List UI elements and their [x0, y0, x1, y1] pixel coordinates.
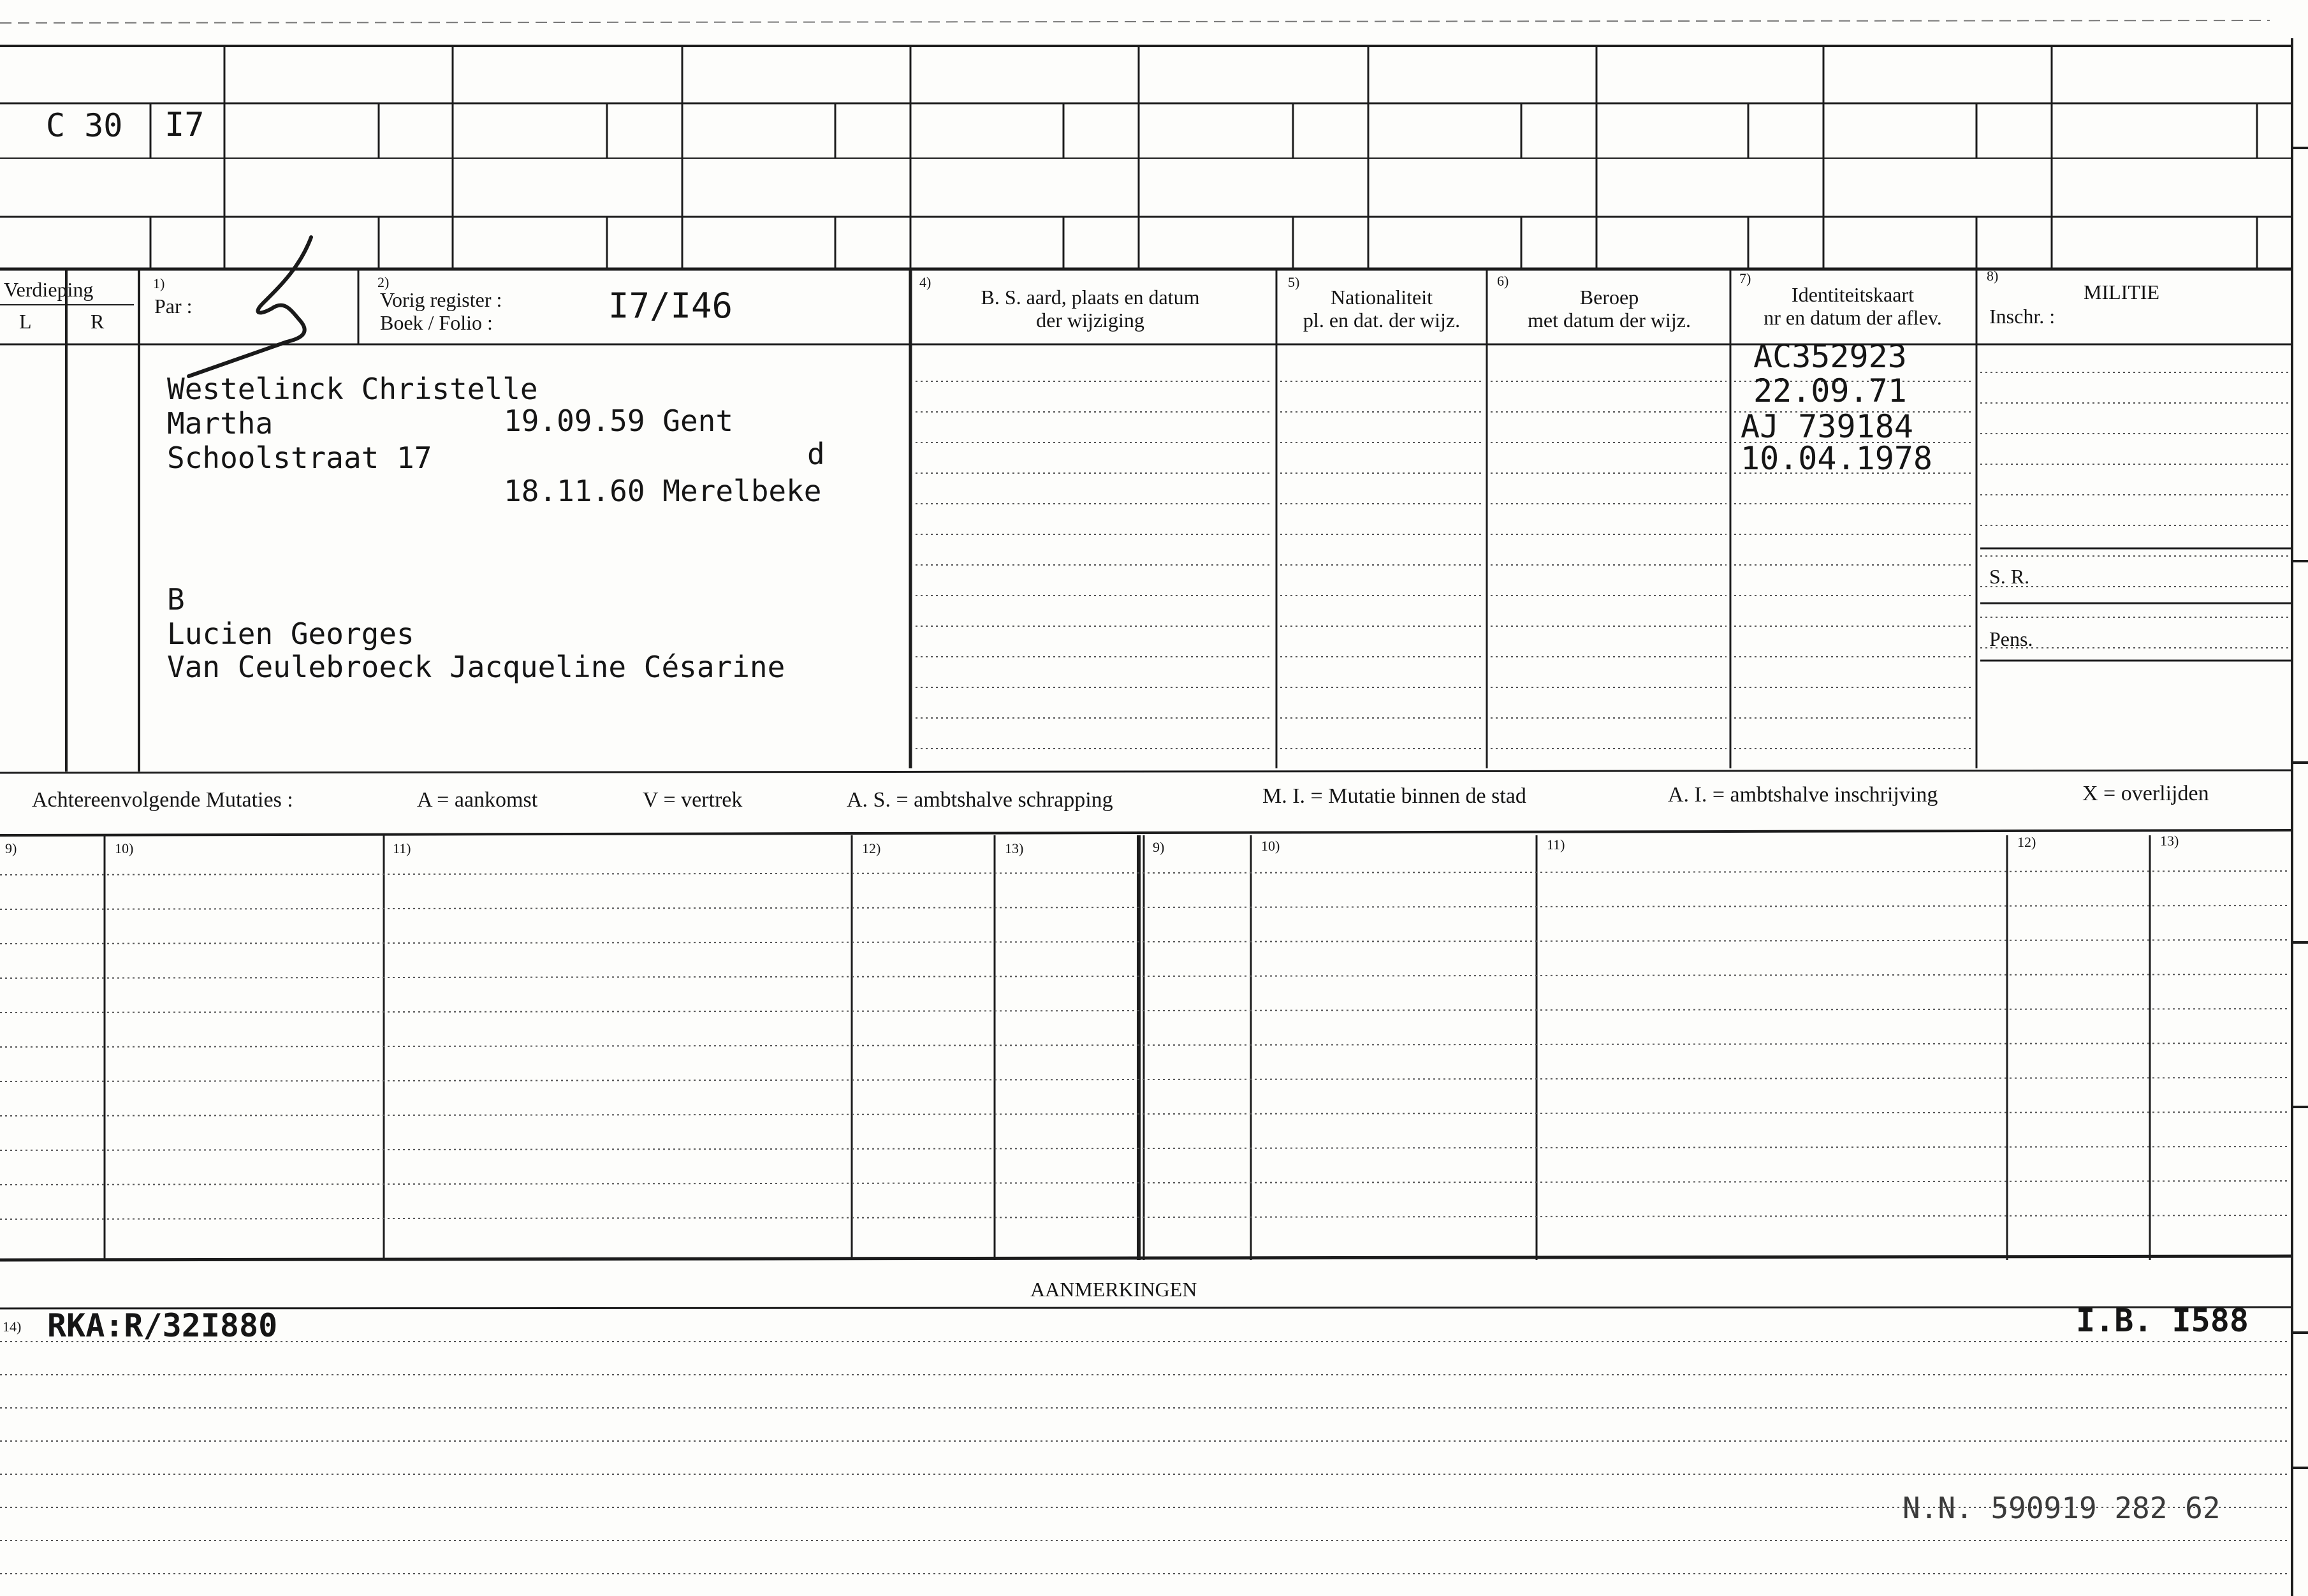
mutations-title: Achtereenvolgende Mutaties : — [32, 788, 293, 812]
mutation-legend-mi: M. I. = Mutatie binnen de stad — [1262, 784, 1526, 808]
remarks-title: AANMERKINGEN — [1030, 1278, 1197, 1301]
mutation-col-number: 11) — [393, 840, 411, 856]
mutation-col-number: 13) — [2160, 833, 2179, 849]
person-letter: B — [167, 582, 185, 617]
rule-line — [0, 770, 2292, 773]
col7-header-line1: Identiteitskaart — [1792, 283, 1914, 306]
col6-header-line2: met datum der wijz. — [1528, 309, 1691, 332]
verdieping-left: L — [19, 310, 32, 333]
mutation-col-number: 11) — [1547, 837, 1565, 853]
rule-line — [0, 830, 2292, 835]
header-code-left: C 30 — [46, 107, 123, 144]
remarks-number: 14) — [3, 1319, 22, 1335]
header-code-right: I7 — [164, 106, 205, 144]
mutation-legend-v: V = vertrek — [643, 788, 743, 812]
col2-label-line1: Vorig register : — [380, 288, 502, 311]
col6-header-line1: Beroep — [1579, 286, 1639, 309]
person-parents-line1: Lucien Georges — [167, 617, 414, 651]
col1-number: 1) — [153, 275, 165, 291]
mutation-col-number: 12) — [862, 840, 881, 856]
person-address: Schoolstraat 17 — [167, 441, 432, 475]
id-card-date-1: 22.09.71 — [1753, 372, 1907, 409]
mutation-legend-a: A = aankomst — [417, 788, 538, 812]
id-card-number-1: AC352923 — [1753, 338, 1907, 375]
col6-number: 6) — [1497, 273, 1509, 289]
person-marker: d — [807, 437, 825, 471]
mutation-col-number: 12) — [2017, 834, 2036, 850]
col1-label: Par : — [154, 295, 193, 318]
remarks-rka: RKA:R/32I880 — [47, 1307, 278, 1344]
id-card-date-2: 10.04.1978 — [1741, 440, 1933, 477]
mutation-col-number: 9) — [5, 840, 17, 856]
mutation-col-number: 13) — [1005, 840, 1024, 856]
mutation-legend-x: X = overlijden — [2082, 782, 2209, 805]
verdieping-title: Verdieping — [4, 278, 94, 301]
col4-number: 4) — [919, 274, 931, 290]
remarks-nn: N.N. 590919 282 62 — [1903, 1491, 2221, 1525]
col8-number: 8) — [1987, 268, 1999, 284]
person-parents-line2: Van Ceulebroeck Jacqueline Césarine — [167, 650, 785, 684]
mutation-legend-as: A. S. = ambtshalve schrapping — [847, 788, 1113, 812]
col4-header-line1: B. S. aard, plaats en datum — [981, 286, 1200, 309]
rule-line — [0, 1256, 2292, 1260]
mutation-legend-ai: A. I. = ambtshalve inschrijving — [1668, 783, 1938, 807]
militie-pens-label: Pens. — [1989, 627, 2033, 650]
col4-header-line2: der wijziging — [1036, 309, 1144, 332]
militie-title: MILITIE — [2084, 281, 2160, 304]
mutation-col-number: 10) — [1261, 838, 1280, 854]
id-card-number-2: AJ 739184 — [1741, 408, 1913, 445]
col2-label-line2: Boek / Folio : — [380, 311, 493, 334]
col5-header-line1: Nationaliteit — [1331, 286, 1433, 309]
militie-sr-label: S. R. — [1989, 565, 2030, 588]
previous-register-value: I7/I46 — [608, 286, 733, 326]
col5-header-line2: pl. en dat. der wijz. — [1303, 309, 1461, 332]
remarks-ib: I.B. I588 — [2076, 1302, 2249, 1339]
mutation-col-number: 9) — [1153, 839, 1165, 855]
col7-number: 7) — [1739, 270, 1751, 286]
person-date2: 18.11.60 Merelbeke — [504, 474, 822, 508]
rule-line — [0, 20, 2270, 23]
col2-number: 2) — [377, 274, 390, 290]
verdieping-right: R — [91, 310, 105, 333]
rule-line — [0, 1307, 2292, 1308]
person-name-line1: Westelinck Christelle — [167, 372, 538, 406]
col5-number: 5) — [1288, 274, 1300, 290]
mutation-col-number: 10) — [115, 840, 134, 856]
col7-header-line2: nr en datum der aflev. — [1764, 306, 1942, 329]
person-name-line2: Martha — [167, 406, 274, 441]
person-birth: 19.09.59 Gent — [504, 404, 734, 438]
militie-inschr-label: Inschr. : — [1989, 305, 2056, 328]
